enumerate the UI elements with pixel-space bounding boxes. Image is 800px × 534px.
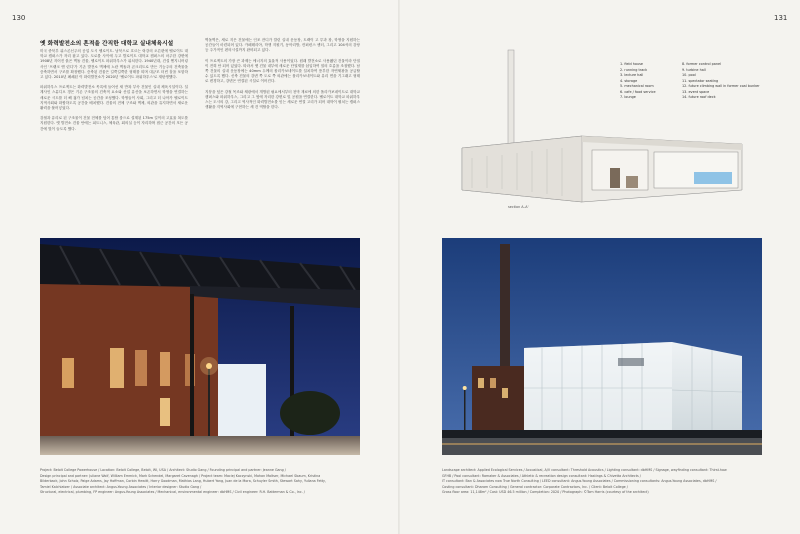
page-number-left: 130 (12, 14, 26, 22)
paragraph: 이 프로젝트의 가장 큰 과제는 에너지의 효율적 사용이었다. 원래 발전소로 사용됐던 건물이라 단열이 전혀 안 되어 있었다. 따라서 옛 건물 내부에 새로운 단열재를 삽입하여 열의 흐름을 조절했다. 남쪽 건물의 실내 운동장에는 40mm 두께의 폴리카보네이트를 설치하여 풍부한 자연채광을 공급할 수 있도록 했다. 신축 건물의 강변 쪽 도로 쪽 외관에는 폴리카보네이트와 유리 면을 기그래고 형태로 변경하고, 강변은 연결된 시설로 이어진다. (205, 58, 360, 84)
project-credits: Project: Beloit College Powerhouse / Location: Beloit College, Beloit, WI, USA / Architect: Studio Gang / Founding principal and partner: Jeanne Gang / Design principal and partner: Juliane Wolf, William Emmick, Mark Schendel, Margaret Cavenagh / Project team: Maciej Kaczynski, Mohan Maltser, Michael Sbaum, Kristina Bilderback, John Scholz, Paige Adams, Jay Hoffman, Corbin Hewitt, Harry Goodman, Mathias Lang, Hubert Yang, Juan de la Mora, Schuyler Smith, Stewart Sahy, Yuliana Fetty, Tamiel Kalchiatzer / Associate architect: Angus-Young Associates / Interior designer: Studio Gang / Structural, electrical, plumbing, FP engineer: Angus-Young Associates / Mechanical, environmental engineer: dbHMS / Civil engineer: R.H. Batterman & Co., Inc. / (40, 468, 327, 495)
paragraph: 강철과 유리로 된 구조물이 건물 전체를 덮어 통합 룸으로 설계된 175m 길이의 고효율 복도를 지원한다. 옛 발전소 건물 안에는 피트니스, 체육관, 회의실 등이 자리하며 접근 공간의 모든 공간에 빛이 들도록 했다. (40, 116, 188, 131)
paragraph: 지붕을 덮은 강철 목조와 채광에서 개방된 필요에서부터 천막 재료에 의한 폴리카보네이트로 대학교 캠퍼스와 파워하우스, 그리고 그 옆에 자리한 강변로 및 공원을 연결한다. 벨로이트 대학교 파워하우스는 도시의 강, 그리고 역사적인 화력발전소를 잇는 새로운 연결 고리가 되어 대학이 펼치는 캠퍼스 생활을 지역사회에 구현하는 새 건 역할을 한다. (205, 89, 360, 110)
photo-powerhouse-bridge (40, 238, 360, 455)
photo-field-house-chimney (442, 238, 762, 455)
right-page (400, 0, 800, 534)
page-number-right: 131 (774, 14, 788, 22)
body-column-1 (40, 49, 188, 137)
paragraph: 미국 중북부 위스콘신주의 공업 도시 벨로이트. 남북으로 흐르는 락강의 오른편에 벨로이트 대학교 캠퍼스가 자리 잡고 있다. 도로를 사이에 두고 발로이트 대학교 캠퍼스의 마주한 강변에 1908년 지어진 붉은 벽돌 건물, 벨로이트 파워하우스가 위치한다. 1940년대, 건설 엔지니어링사인 '프랭크 앤 린디'가 기존 발전소 벽체에 노란 벽돌과 콘크리트로 만든 기능주의 건축물을 증축하면서 구조를 확장했다. 증축된 건물은 길쭉길쭉한 형태를 띠며 대규모 터빈 홀을 포함하고 있다. 2010년 폐쇄된 이 화력발전소가 2020년 '벨로이트 파워하우스'로 재탄생했다. (40, 49, 188, 80)
consultant-credits: Landscape architect: Applied Ecological Services / Acoustical, A/V consultant: Threshold Acoustics / Lighting consultant: dbHMS / Signage, wayfinding consultant: Thirst.how GFHB / Pool consultant: Ramaker & Associates / Athletic & recreation design consultant: Hastings & Chivetta Architects / IT consultant: Ban & Associates now True North Consulting / LEED consultant: Angus-Young Associates / Commissioning consultants: Angus-Young Associates, dbHMS / Costing consultant: Dharam Consulting / General contractor: Corporate Contractors, Inc. / Client: Beloit College / Gross floor area: 11,148m² / Cost: USD 46.5 million / Completion: 2020 / Photograph: ©Tom Harris (courtesy of the architect) (442, 468, 727, 495)
legend-column-2: 8. former control panel 9. turbine hall 10. pool 11. spectator seating 12. future climbing wall in former coal bunker 13. event space 14. future roof deck (682, 62, 760, 99)
legend-column-1: 1. field house 2. running track 3. lecture hall 4. storage 5. mechanical room 6. cafe / food service 7. lounge (620, 62, 656, 99)
paragraph: 벽돌벽은, 새로 지은 건물에는 인조 잔디가 깔린 실내 운동장, 트랙이 고 투과 창, 학생을 지원하는 공간들이 마련되어 있다. 카페테리아, 학생 지원기, 동아리방, 컨퍼런스 센터, 그리고 104석의 강당 등 주가적인 편의시설까지 완비되고 있다. (205, 38, 360, 53)
section-label: section A–A' (508, 205, 529, 209)
article-title: 옛 화력발전소의 흔적을 간직한 대학교 실내체육시설 (40, 41, 174, 47)
paragraph: 파워하우스 프로젝트는 화력발전소 목록에 들어선 새 반복 부속 건물인 실내 체육시설이다. 설계사인 스튜디오 갱은 기존 구조물의 건축적 요소와 산업 유산을 보존하면서 학생을 연결하는 새로운 시도를 더 해 젊가 넘치는 공간을 조성했다. 학생들이 사회, 그리고 더 나아가 벨로이트 지역사회와 화합하도록 공간을 배치했다. 건물의 전체 구조와 벽체, 외관을 유지하면서 새로운 활력을 불어넣었다. (40, 85, 188, 111)
body-column-2 (205, 38, 360, 115)
